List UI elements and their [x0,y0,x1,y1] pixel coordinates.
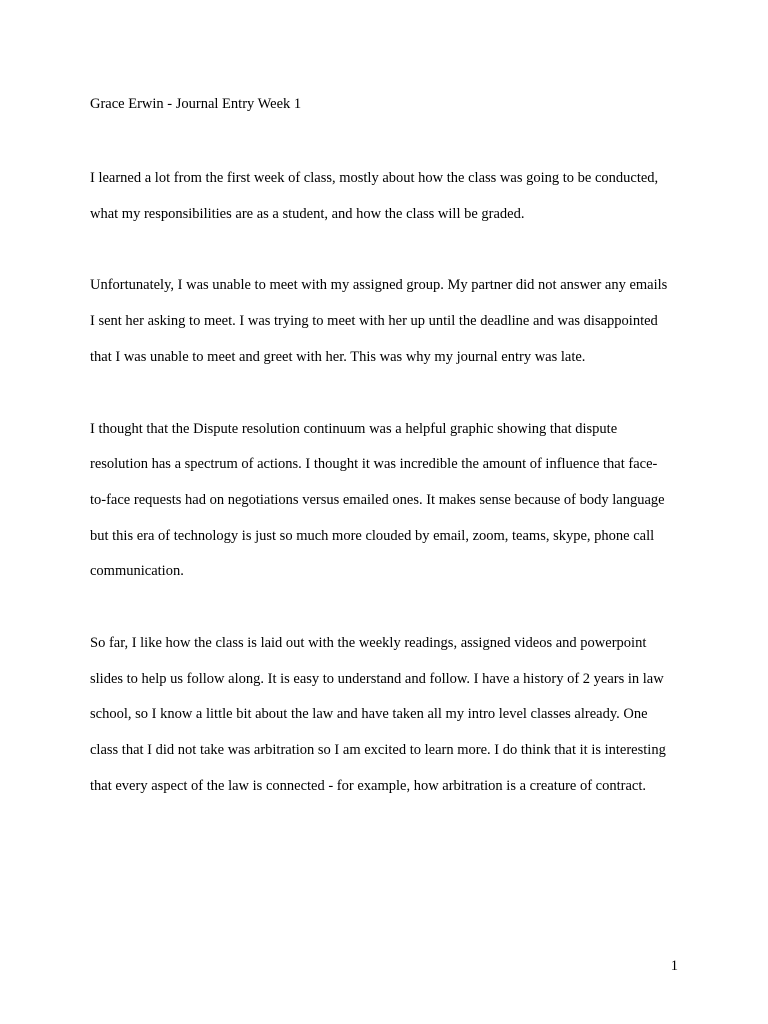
page-number: 1 [670,958,678,974]
paragraph-1: I learned a lot from the first week of class, mostly about how the class was going to be conducted, what my responsibilities are as a student, and how the class will be graded. [90,170,659,222]
paragraph-4: So far, I like how the class is laid out with the weekly readings, assigned videos and powerpoint slides to help us follow along. It is easy to understand and follow. I have a history of 2 years in law school, so I know a little bit about the law and have taken all my intro level classes already. One class that I did not take was arbitration so I am excited to learn more. I do think that it is interesting that every aspect of the law is connected - for example, how arbitration is a creature of contract. [90,635,666,794]
paragraph-3: I thought that the Dispute resolution continuum was a helpful graphic showing that dispute resolution has a spectrum of actions. I thought it was incredible the amount of influence that face-to-face requests had on negotiations versus emailed ones. It makes sense because of body language but this era of technology is just so much more clouded by email, zoom, teams, skype, phone call communication. [90,420,665,580]
document-title: Grace Erwin - Journal Entry Week 1 [90,96,302,112]
paragraph-2: Unfortunately, I was unable to meet with my assigned group. My partner did not answer any emails I sent her asking to meet. I was trying to meet with her up until the deadline and was disappointed that I was unable to meet and greet with her. This was why my journal entry was late. [90,277,668,365]
document-body [90,92,670,805]
